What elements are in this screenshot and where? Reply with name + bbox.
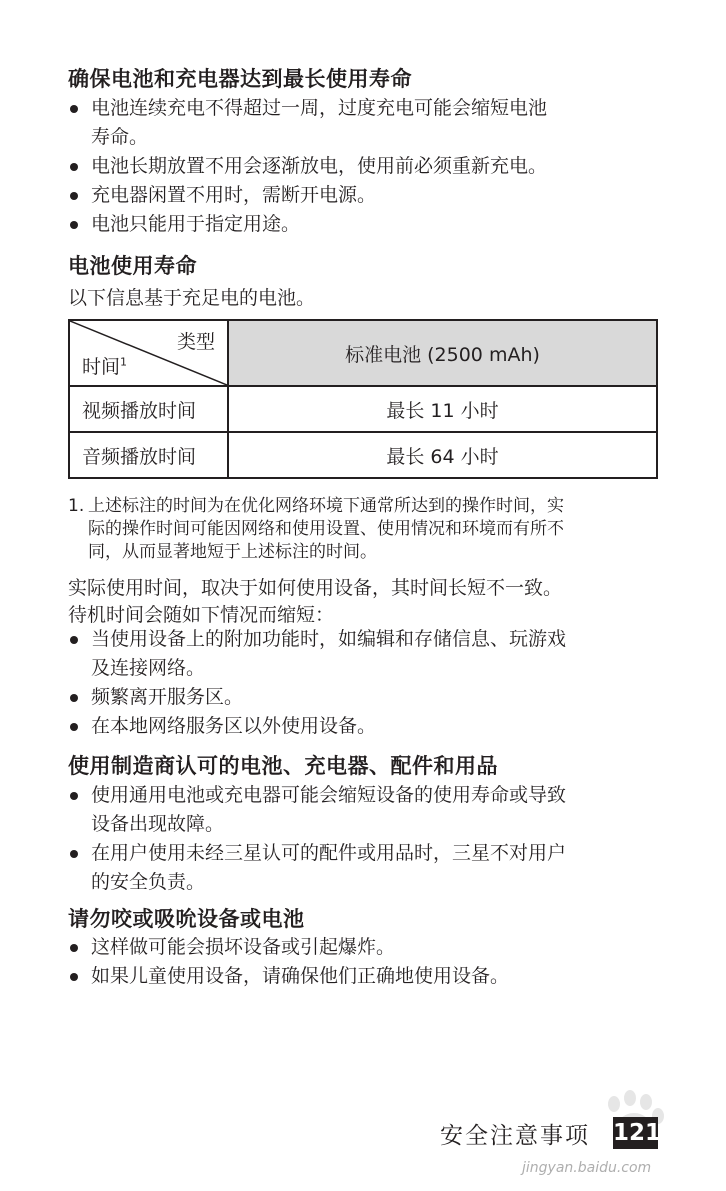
bullet-dot-icon	[70, 192, 78, 200]
bullet-list-accessories	[68, 781, 668, 897]
list-item: 当使用设备上的附加功能时，如编辑和存储信息、玩游戏 及连接网络。	[68, 625, 668, 683]
bullet-dot-icon	[70, 850, 78, 858]
corner-label-type: 类型	[176, 331, 215, 353]
row-value-video: 最长 11 小时	[228, 386, 657, 432]
list-item: 电池长期放置不用会逐渐放电，使用前必须重新充电。	[68, 152, 668, 181]
list-item: 频繁离开服务区。	[68, 683, 668, 712]
bullet-list-standby	[68, 625, 668, 741]
list-item: 电池连续充电不得超过一周，过度充电可能会缩短电池 寿命。	[68, 94, 668, 152]
list-item: 电池只能用于指定用途。	[68, 210, 668, 239]
footer-section-title: 安全注意事项	[440, 1123, 590, 1149]
bullet-dot-icon	[70, 973, 78, 981]
list-item: 使用通用电池或充电器可能会缩短设备的使用寿命或导致 设备出现故障。	[68, 781, 668, 839]
footnote-number: 1.	[68, 496, 85, 516]
row-label-video: 视频播放时间	[69, 386, 228, 432]
row-value-audio: 最长 64 小时	[228, 432, 657, 478]
list-item: 充电器闲置不用时，需断开电源。	[68, 181, 668, 210]
footnote: 1. 上述标注的时间为在优化网络环境下通常所达到的操作时间，实 际的操作时间可能因网络和使用设置、使用情况和环境而有所不 同，从而显著地短于上述标注的时间。	[68, 496, 564, 562]
list-item: 在本地网络服务区以外使用设备。	[68, 712, 668, 741]
battery-life-table	[68, 319, 658, 479]
column-header-standard-battery: 标准电池 (2500 mAh)	[228, 320, 657, 386]
section-heading-battery-life-max: 确保电池和充电器达到最长使用寿命	[68, 67, 412, 91]
bullet-list-charging	[68, 94, 668, 239]
table-row	[69, 432, 657, 478]
section-heading-approved-accessories: 使用制造商认可的电池、充电器、配件和用品	[68, 754, 498, 778]
list-item: 这样做可能会损坏设备或引起爆炸。	[68, 933, 668, 962]
section-heading-battery-usage-life: 电池使用寿命	[68, 254, 197, 278]
table-row	[69, 386, 657, 432]
bullet-dot-icon	[70, 944, 78, 952]
bullet-dot-icon	[70, 221, 78, 229]
bullet-dot-icon	[70, 636, 78, 644]
watermark-url: jingyan.baidu.com	[522, 1160, 652, 1176]
bullet-dot-icon	[70, 163, 78, 171]
table-header-row	[69, 320, 657, 386]
bullet-dot-icon	[70, 792, 78, 800]
standby-time-text: 待机时间会随如下情况而缩短：	[68, 604, 335, 626]
bullet-dot-icon	[70, 105, 78, 113]
section-heading-do-not-bite: 请勿咬或吸吮设备或电池	[68, 907, 305, 931]
table-corner-cell	[69, 320, 228, 386]
list-item: 如果儿童使用设备，请确保他们正确地使用设备。	[68, 962, 668, 991]
list-item: 在用户使用未经三星认可的配件或用品时，三星不对用户 的安全负责。	[68, 839, 668, 897]
intro-text: 以下信息基于充足电的电池。	[68, 287, 316, 309]
usage-time-text: 实际使用时间，取决于如何使用设备，其时间长短不一致。	[68, 577, 563, 599]
bullet-dot-icon	[70, 723, 78, 731]
row-label-audio: 音频播放时间	[69, 432, 228, 478]
bullet-list-bite	[68, 933, 668, 991]
bullet-dot-icon	[70, 694, 78, 702]
corner-label-time: 时间$^1$	[82, 355, 128, 378]
page-number: 121	[613, 1117, 658, 1149]
